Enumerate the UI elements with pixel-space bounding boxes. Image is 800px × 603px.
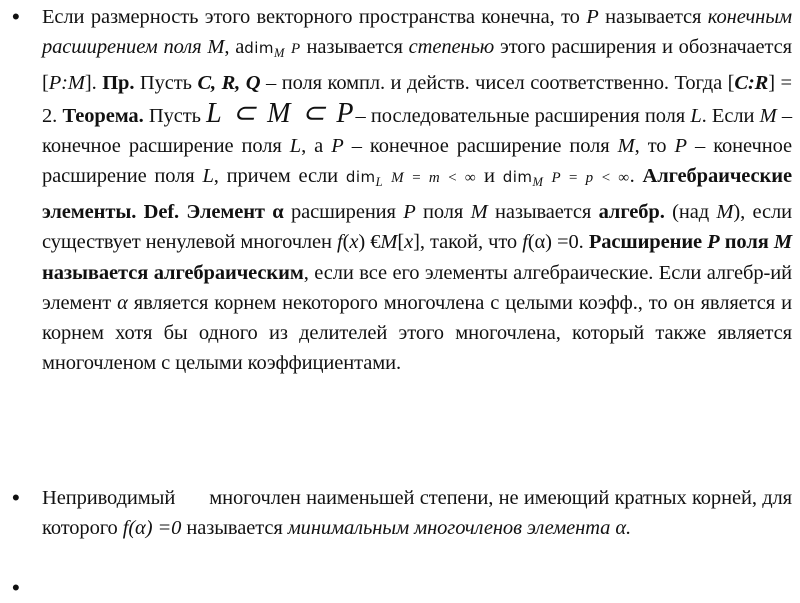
var-M: M bbox=[617, 134, 635, 157]
var-alpha: α bbox=[117, 291, 128, 314]
heading-algebraic-elements: Алгебраические элементы. Def. Элемент α bbox=[42, 165, 792, 224]
formula-chain: L ⊂ M ⊂ P bbox=[206, 97, 356, 129]
text-segment: Пусть bbox=[134, 72, 198, 95]
text-segment: и bbox=[484, 165, 503, 188]
formula-sub: M bbox=[532, 175, 544, 190]
paragraph-row-1 bbox=[8, 2, 792, 378]
term-finite-extension: конечным расширением поля M bbox=[42, 6, 792, 59]
formula-dim: dim bbox=[345, 168, 376, 187]
text-segment: называется bbox=[487, 201, 599, 224]
text-segment: поля bbox=[415, 201, 471, 224]
text-segment: (α) =0. bbox=[527, 231, 589, 254]
text-segment: – поля компл. и действ. чисел соответственно. Тогда [ bbox=[260, 72, 735, 95]
formula-f-alpha: f(α) =0 bbox=[122, 517, 182, 540]
var-M: M bbox=[380, 231, 398, 254]
term-algebraic: алгебр. bbox=[598, 201, 665, 224]
text-segment: , то bbox=[634, 134, 675, 157]
paragraph-2 bbox=[42, 483, 792, 543]
formula-dim-L-M bbox=[345, 168, 477, 190]
var-P: P bbox=[674, 134, 687, 157]
notation-P-M: P:M bbox=[48, 72, 85, 95]
formula-dim-M-P-2 bbox=[502, 168, 630, 190]
text-segment: [ bbox=[397, 231, 405, 254]
paragraph-row-2 bbox=[8, 483, 792, 543]
text-segment: ] = 2. bbox=[42, 72, 792, 127]
text-segment: – последовательные расширения поля bbox=[355, 104, 691, 127]
var-x: x bbox=[349, 231, 359, 254]
formula-dim: dim bbox=[502, 168, 533, 187]
var-x: x bbox=[404, 231, 414, 254]
example-label: Пр. bbox=[102, 72, 135, 95]
text-segment: (над bbox=[664, 201, 717, 224]
var-P: P bbox=[403, 201, 416, 224]
var-P: P bbox=[331, 134, 344, 157]
text-segment: называется bbox=[181, 517, 288, 540]
text-segment: ) € bbox=[358, 231, 381, 254]
text-segment: , если все его элементы алгебраические. Если алгебр-ий элемент bbox=[42, 261, 792, 314]
text-segment: ]. bbox=[84, 72, 103, 95]
var-f: f bbox=[522, 231, 528, 254]
fields-CRQ: C, R, Q bbox=[197, 72, 261, 95]
formula-body: M = m < ∞ bbox=[391, 170, 477, 187]
term-degree: степенью bbox=[408, 36, 495, 59]
text-segment: Пусть bbox=[143, 104, 207, 127]
text-segment: является корнем некоторого многочлена с целыми коэфф., то он является и корнем хотя бы одного из делителей этого многочлена, который также является многочленом с целыми коэффициентами. bbox=[42, 291, 792, 375]
var-M: M bbox=[716, 201, 734, 224]
text-segment: ], такой, что bbox=[413, 231, 523, 254]
text-segment: . bbox=[629, 165, 643, 188]
bullet-point-empty: • bbox=[12, 575, 20, 600]
formula-sub: M bbox=[274, 46, 285, 61]
paragraph-1 bbox=[42, 2, 792, 378]
var-f: f bbox=[337, 231, 343, 254]
term-field: поля bbox=[719, 231, 774, 254]
formula-dim-M-P bbox=[244, 39, 301, 61]
formula-sub: L bbox=[375, 175, 384, 190]
text-segment: этого расширения и обозначается [ bbox=[42, 36, 792, 95]
text-segment: называется bbox=[300, 36, 409, 59]
theorem-label: Теорема. bbox=[62, 104, 144, 127]
text-segment: расширения bbox=[283, 201, 404, 224]
paragraph-row-3 bbox=[8, 573, 792, 603]
formula-dim: dim bbox=[244, 39, 275, 58]
var-M: M bbox=[773, 231, 792, 254]
term-extension: Расширение bbox=[588, 231, 708, 254]
var-L: L bbox=[202, 165, 214, 188]
bullet-point: • bbox=[12, 485, 20, 510]
text-segment: многочлен наименьшей степени, не имеющий кратных корней, для которого bbox=[42, 487, 792, 540]
text-segment: , причем если bbox=[213, 165, 346, 188]
text-segment: – конечное расширение поля bbox=[42, 104, 793, 157]
text-segment: называется bbox=[598, 6, 708, 28]
text-segment: ( bbox=[342, 231, 350, 254]
text-segment: – конечное расширение поля bbox=[343, 134, 618, 157]
text-segment: – конечное расширение поля bbox=[42, 134, 793, 188]
bullet-point: • bbox=[12, 4, 20, 29]
var-M: M bbox=[470, 201, 488, 224]
term-minimal-polynomial: минимальным многочленов элемента α. bbox=[287, 517, 632, 540]
var-P: P bbox=[707, 231, 720, 254]
term-irreducible: Неприводимый bbox=[42, 487, 176, 509]
var-M: M bbox=[759, 104, 777, 127]
formula-body: P = p < ∞ bbox=[551, 170, 630, 187]
text-segment: Если размерность этого векторного пространства конечна, то bbox=[42, 6, 587, 28]
text-segment: . Если bbox=[701, 104, 760, 127]
var-L: L bbox=[690, 104, 702, 127]
text-segment: , а bbox=[301, 134, 332, 157]
text-segment: , а bbox=[224, 36, 245, 59]
notation-C-R: C:R bbox=[734, 72, 769, 95]
text-segment: ), если существует ненулевой многочлен bbox=[42, 201, 792, 254]
var-L: L bbox=[289, 134, 302, 157]
var-P: P bbox=[586, 6, 599, 28]
formula-var: P bbox=[291, 41, 301, 58]
term-algebraic-extension: называется алгебраическим bbox=[42, 261, 304, 284]
